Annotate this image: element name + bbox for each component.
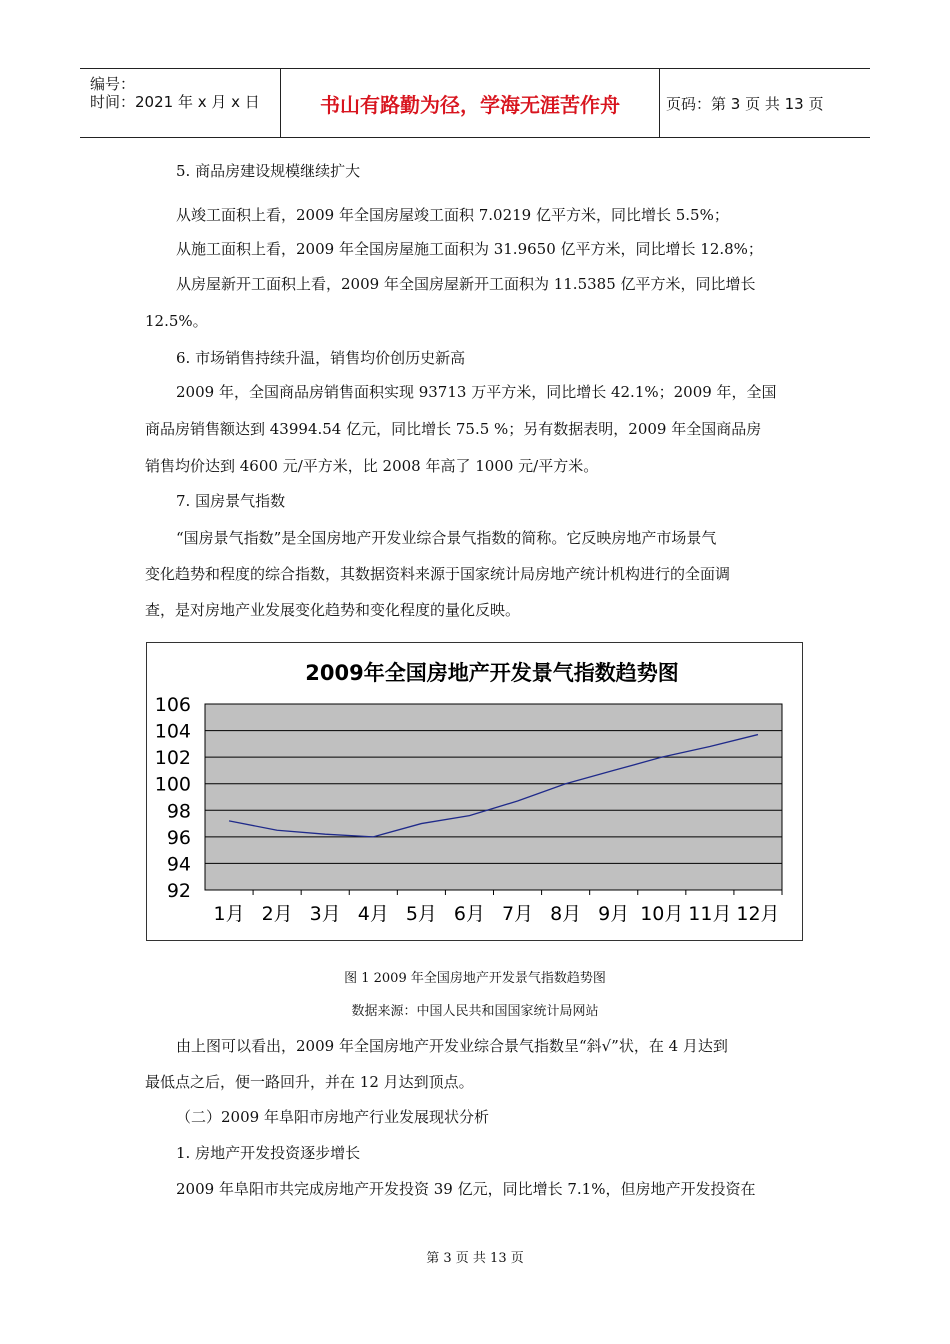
code-label: 编号： bbox=[90, 75, 136, 93]
chart-frame bbox=[146, 642, 803, 941]
y-axis-ticks bbox=[155, 694, 191, 902]
x-tick-label: 7月 bbox=[501, 903, 534, 925]
x-tick-label: 6月 bbox=[453, 903, 486, 925]
x-tick-label: 5月 bbox=[405, 903, 437, 925]
s6-paragraph-1a: 2009 年，全国商品房销售面积实现 93713 万平方米，同比增长 42.1%；2009 年，全国 bbox=[176, 383, 777, 401]
y-tick-label: 96 bbox=[166, 826, 191, 849]
section-6-title: 6. 市场销售持续升温，销售均价创历史新高 bbox=[176, 349, 466, 367]
x-tick-label: 2月 bbox=[261, 903, 293, 925]
section-5-title: 5. 商品房建设规模继续扩大 bbox=[176, 162, 361, 180]
x-tick-label: 1月 bbox=[213, 903, 245, 925]
figure-caption: 图 1 2009 年全国房地产开发景气指数趋势图 bbox=[344, 971, 606, 986]
line-chart bbox=[147, 643, 802, 940]
y-tick-label: 102 bbox=[154, 747, 191, 770]
analysis-line-a: 由上图可以看出，2009 年全国房地产开发业综合景气指数呈“斜√”状，在 4 月达到 bbox=[176, 1037, 728, 1055]
y-tick-label: 98 bbox=[166, 800, 191, 823]
s6-paragraph-1b: 商品房销售额达到 43994.54 亿元，同比增长 75.5 %；另有数据表明，2009 年全国商品房 bbox=[145, 420, 762, 438]
time-label: 时间：2021 年 x 月 x 日 bbox=[90, 93, 260, 111]
s5-paragraph-2: 从施工面积上看，2009 年全国房屋施工面积为 31.9650 亿平方米，同比增长 12.8%； bbox=[176, 240, 763, 258]
figure-source: 数据来源：中国人民共和国国家统计局网站 bbox=[351, 1004, 599, 1019]
y-tick-label: 92 bbox=[166, 880, 191, 902]
y-tick-label: 100 bbox=[154, 773, 191, 796]
header-motto: 书山有路勤为径，学海无涯苦作舟 bbox=[280, 69, 660, 137]
analysis-line-b: 最低点之后，便一路回升，并在 12 月达到顶点。 bbox=[145, 1073, 474, 1091]
s5-paragraph-1: 从竣工面积上看，2009 年全国房屋竣工面积 7.0219 亿平方米，同比增长 5.5%； bbox=[176, 206, 729, 224]
chart-title: 2009年全国房地产开发景气指数趋势图 bbox=[305, 661, 679, 685]
x-tick-label: 9月 bbox=[598, 903, 630, 925]
plot-area bbox=[205, 704, 782, 890]
x-tick-label: 8月 bbox=[550, 903, 582, 925]
x-tick-label: 3月 bbox=[309, 903, 341, 925]
section-7-title: 7. 国房景气指数 bbox=[176, 492, 286, 510]
x-tick-label: 4月 bbox=[357, 903, 389, 925]
section-2-title: （二）2009 年阜阳市房地产行业发展现状分析 bbox=[176, 1108, 489, 1126]
x-tick-label: 10月 bbox=[640, 903, 684, 925]
y-tick-label: 104 bbox=[154, 720, 191, 743]
page-header bbox=[80, 68, 870, 138]
s7-paragraph-1c: 查，是对房地产业发展变化趋势和变化程度的量化反映。 bbox=[145, 601, 521, 619]
header-page-label: 页码：第 3 页 共 13 页 bbox=[666, 94, 824, 113]
x-axis-ticks bbox=[213, 890, 782, 925]
s5-paragraph-3b: 12.5%。 bbox=[145, 312, 208, 330]
s5-paragraph-3a: 从房屋新开工面积上看，2009 年全国房屋新开工面积为 11.5385 亿平方米，同比增长 bbox=[176, 275, 756, 293]
x-tick-label: 11月 bbox=[688, 903, 732, 925]
y-tick-label: 106 bbox=[154, 694, 191, 716]
header-meta bbox=[80, 69, 280, 137]
s6-paragraph-1c: 销售均价达到 4600 元/平方米，比 2008 年高了 1000 元/平方米。 bbox=[145, 457, 599, 475]
y-tick-label: 94 bbox=[166, 853, 191, 876]
s7-paragraph-1b: 变化趋势和程度的综合指数，其数据资料来源于国家统计局房地产统计机构进行的全面调 bbox=[145, 565, 731, 583]
page-footer: 第 3 页 共 13 页 bbox=[426, 1251, 524, 1266]
section-2-1-title: 1. 房地产开发投资逐步增长 bbox=[176, 1144, 361, 1162]
s7-paragraph-1a: “国房景气指数”是全国房地产开发业综合景气指数的简称。它反映房地产市场景气 bbox=[176, 529, 717, 547]
s2-1-paragraph: 2009 年阜阳市共完成房地产开发投资 39 亿元，同比增长 7.1%，但房地产开发投资在 bbox=[176, 1180, 756, 1198]
x-tick-label: 12月 bbox=[736, 903, 780, 925]
